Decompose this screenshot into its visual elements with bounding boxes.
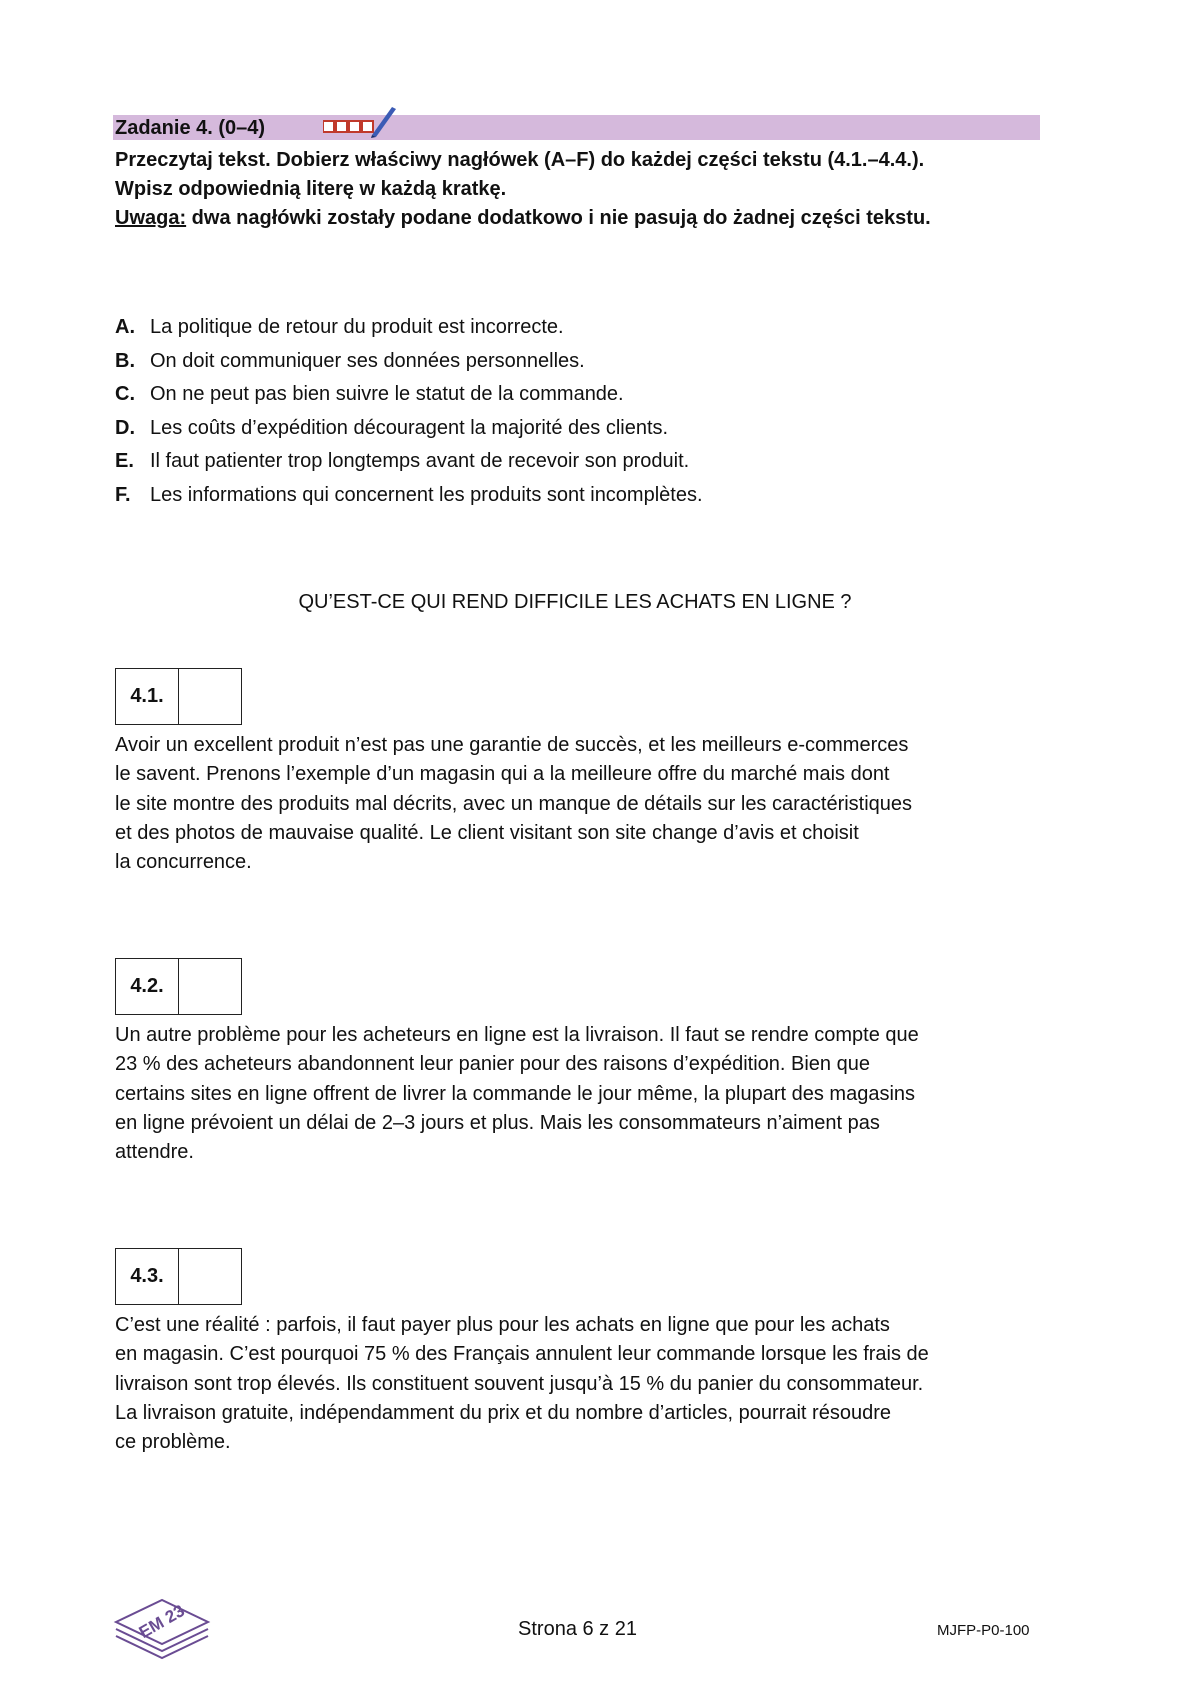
text-line: en ligne prévoient un délai de 2–3 jours et plus. Mais les consommateurs n’aiment pas: [115, 1111, 880, 1134]
option-letter: C.: [115, 383, 135, 406]
answer-box-4-3: [115, 1248, 242, 1305]
option-text: Il faut patienter trop longtemps avant de recevoir son produit.: [150, 450, 690, 473]
text-line: Un autre problème pour les acheteurs en ligne est la livraison. Il faut se rendre compte que: [115, 1024, 919, 1046]
answer-cell-4-1[interactable]: [179, 669, 241, 724]
text-line: Avoir un excellent produit n’est pas une garantie de succès, et les meilleurs e-commerces: [115, 734, 909, 756]
option-letter: D.: [115, 416, 135, 439]
instruction-line: Wpisz odpowiednią literę w każdą kratkę.: [115, 178, 507, 200]
section-text-4-2: [115, 1021, 1050, 1167]
page-number: Strona 6 z 21: [518, 1618, 637, 1640]
instruction-line: Przeczytaj tekst. Dobierz właściwy nagłówek (A–F) do każdej części tekstu (4.1.–4.4.).: [115, 149, 925, 171]
document-code: MJFP-P0-100: [937, 1622, 1030, 1639]
option-letter: E.: [115, 450, 134, 473]
instruction-note: [115, 204, 931, 233]
text-line: en magasin. C’est pourquoi 75 % des Français annulent leur commande lorsque les frais de: [115, 1343, 929, 1366]
option-text: On doit communiquer ses données personnelles.: [150, 349, 585, 372]
heading-options-list: [115, 311, 703, 513]
answer-label: 4.3.: [116, 1249, 179, 1304]
option-text: La politique de retour du produit est incorrecte.: [150, 316, 564, 338]
note-text: dwa nagłówki zostały podane dodatkowo i nie pasują do żadnej części tekstu.: [186, 207, 931, 229]
section-text-4-3: [115, 1311, 1050, 1457]
text-line: et des photos de mauvaise qualité. Le client visitant son site change d’avis et choisit: [115, 821, 859, 844]
logo-text: EM 23: [135, 1601, 188, 1643]
text-line: le site montre des produits mal décrits, avec un manque de détails sur les caractéristiques: [115, 792, 913, 815]
text-line: la concurrence.: [115, 851, 252, 874]
option-text: Les coûts d’expédition découragent la majorité des clients.: [150, 416, 669, 439]
answer-cell-4-3[interactable]: [179, 1249, 241, 1304]
section-text-4-1: [115, 731, 1050, 877]
score-checkbox-pen-icon: [323, 104, 403, 138]
task-title: Zadanie 4. (0–4): [115, 117, 266, 139]
task-instructions: [115, 146, 931, 233]
option-d: [115, 412, 703, 446]
answer-label: 4.2.: [116, 959, 179, 1014]
text-line: certains sites en ligne offrent de livrer la commande le jour même, la plupart des magasins: [115, 1082, 916, 1105]
text-line: C’est une réalité : parfois, il faut payer plus pour les achats en ligne que pour les achats: [115, 1314, 890, 1336]
reading-text-title: QU’EST-CE QUI REND DIFFICILE LES ACHATS EN LIGNE ?: [298, 591, 852, 613]
option-text: Les informations qui concernent les produits sont incomplètes.: [150, 483, 703, 506]
option-a: [115, 311, 703, 345]
answer-label: 4.1.: [116, 669, 179, 724]
text-line: La livraison gratuite, indépendamment du prix et du nombre d’articles, pourrait résoudre: [115, 1401, 891, 1424]
answer-box-4-1: [115, 668, 242, 725]
option-text: On ne peut pas bien suivre le statut de la commande.: [150, 383, 624, 406]
note-label: Uwaga:: [115, 207, 187, 229]
option-e: [115, 445, 703, 479]
option-f: [115, 479, 703, 513]
option-letter: A.: [115, 316, 135, 338]
option-c: [115, 378, 703, 412]
text-line: attendre.: [115, 1141, 194, 1164]
answer-cell-4-2[interactable]: [179, 959, 241, 1014]
option-b: [115, 345, 703, 379]
text-line: le savent. Prenons l’exemple d’un magasin qui a la meilleure offre du marché mais dont: [115, 763, 890, 786]
answer-box-4-2: [115, 958, 242, 1015]
text-line: 23 % des acheteurs abandonnent leur panier pour des raisons d’expédition. Bien que: [115, 1053, 870, 1076]
text-line: livraison sont trop élevés. Ils constituent souvent jusqu’à 15 % du panier du consommateur.: [115, 1372, 924, 1395]
text-line: ce problème.: [115, 1431, 231, 1454]
option-letter: B.: [115, 349, 135, 372]
option-letter: F.: [115, 483, 131, 506]
